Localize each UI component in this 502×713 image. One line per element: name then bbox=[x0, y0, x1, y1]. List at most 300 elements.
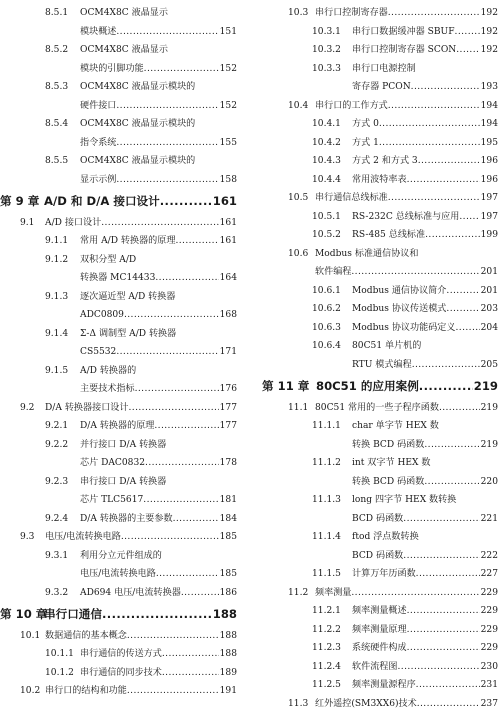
toc-entry[interactable] bbox=[0, 362, 237, 381]
toc-entry-number: 9.2.1 bbox=[45, 421, 69, 431]
toc-entry-title: AD694 电压/电流转换器 bbox=[80, 587, 181, 598]
toc-entry[interactable] bbox=[262, 510, 498, 529]
toc-page-number: 188 bbox=[219, 649, 237, 659]
toc-entry[interactable] bbox=[262, 226, 498, 245]
leader-dots bbox=[403, 547, 479, 566]
toc-page-number: 168 bbox=[219, 310, 237, 320]
toc-page-number: 178 bbox=[219, 458, 237, 468]
toc-entry-title: 80C51 常用的一些子程序函数 bbox=[315, 402, 439, 413]
toc-entry[interactable] bbox=[262, 189, 498, 208]
toc-entry-number: 11.2.2 bbox=[312, 624, 341, 635]
toc-page-number: 201 bbox=[480, 267, 498, 277]
toc-entry[interactable] bbox=[0, 97, 237, 116]
toc-entry[interactable] bbox=[262, 491, 498, 510]
toc-entry-number: 10.3 bbox=[288, 8, 309, 18]
toc-entry-title: ADC0809 bbox=[80, 310, 124, 320]
toc-page-number: 229 bbox=[480, 643, 498, 653]
leader-dots bbox=[181, 584, 219, 603]
toc-entry-number: 8.5.1 bbox=[45, 8, 69, 18]
toc-entry-title: 双积分型 A/D bbox=[80, 254, 137, 265]
toc-entry-number: 11.1 bbox=[288, 402, 309, 413]
toc-entry-title: 主要技术指标 bbox=[80, 384, 135, 394]
leader-dots bbox=[379, 115, 480, 134]
leader-dots bbox=[455, 23, 480, 42]
toc-page-number: 201 bbox=[480, 285, 498, 296]
toc-entry[interactable] bbox=[0, 269, 237, 288]
toc-page-number: 199 bbox=[480, 230, 498, 240]
toc-entry[interactable] bbox=[262, 78, 498, 97]
toc-entry[interactable] bbox=[262, 399, 498, 418]
toc-entry-title: 转换 BCD 码函数 bbox=[352, 439, 425, 450]
toc-entry[interactable] bbox=[262, 473, 498, 492]
toc-entry-title: 软件编程 bbox=[315, 267, 352, 277]
leader-dots bbox=[407, 639, 480, 658]
toc-page-number: 229 bbox=[480, 606, 498, 616]
toc-entry-title: OCM4X8C 液晶显示模块的 bbox=[80, 156, 196, 166]
toc-entry-title: 模块的引脚功能 bbox=[80, 63, 144, 74]
toc-page-number: 186 bbox=[219, 587, 237, 598]
toc-entry[interactable] bbox=[262, 152, 498, 171]
toc-entry-title: 串行口电源控制 bbox=[352, 63, 416, 74]
toc-entry-number: 11.3 bbox=[288, 698, 309, 709]
toc-entry-number: 第 11 章 bbox=[262, 379, 310, 393]
toc-entry-title: 串行口通信 bbox=[44, 607, 102, 621]
toc-entry[interactable] bbox=[0, 78, 237, 97]
toc-entry-number: 11.2.5 bbox=[312, 680, 341, 690]
toc-entry-title: Modbus 通信协议简介 bbox=[352, 285, 447, 296]
toc-page-number: 192 bbox=[480, 26, 498, 37]
toc-entry[interactable] bbox=[262, 621, 498, 640]
toc-entry[interactable] bbox=[0, 214, 237, 233]
toc-entry[interactable] bbox=[0, 306, 237, 325]
toc-entry-title: A/D 接口设计 bbox=[45, 217, 102, 228]
toc-entry-number: 第 9 章 bbox=[0, 194, 40, 208]
leader-dots bbox=[424, 436, 479, 455]
toc-entry-title: 频率测量概述 bbox=[352, 606, 407, 616]
toc-chapter-entry[interactable] bbox=[0, 189, 237, 214]
toc-page-number: 188 bbox=[212, 607, 237, 621]
toc-page-number: 229 bbox=[480, 624, 498, 635]
toc-entry[interactable] bbox=[262, 436, 498, 455]
toc-entry[interactable] bbox=[262, 23, 498, 42]
leader-dots bbox=[173, 510, 219, 529]
toc-entry[interactable] bbox=[262, 547, 498, 566]
toc-entry-title: 电压/电流转换电路 bbox=[80, 569, 156, 579]
leader-dots bbox=[388, 189, 480, 208]
toc-entry-title: 方式 1 bbox=[352, 137, 379, 148]
toc-page-number: 197 bbox=[480, 193, 498, 203]
toc-entry-number: 10.4.3 bbox=[312, 156, 341, 166]
toc-entry-title: A/D 和 D/A 接口设计 bbox=[44, 194, 160, 208]
toc-entry-number: 10.1.2 bbox=[45, 667, 74, 678]
toc-page-number: 158 bbox=[219, 174, 237, 185]
toc-entry[interactable] bbox=[262, 356, 498, 375]
toc-entry[interactable] bbox=[0, 288, 237, 307]
toc-page-number: 192 bbox=[480, 45, 498, 55]
leader-dots bbox=[175, 232, 218, 251]
toc-entry-number: 10.6 bbox=[288, 248, 309, 259]
leader-dots bbox=[144, 60, 219, 79]
toc-entry[interactable] bbox=[0, 41, 237, 60]
toc-page-number: 230 bbox=[480, 661, 498, 672]
toc-entry-number: 11.1.5 bbox=[312, 569, 341, 579]
toc-page-number: 161 bbox=[219, 217, 237, 228]
toc-entry-title: 80C51 单片机的 bbox=[352, 341, 422, 351]
toc-page-number: 237 bbox=[480, 698, 498, 709]
leader-dots bbox=[412, 356, 480, 375]
toc-page-number: 221 bbox=[480, 513, 498, 524]
toc-entry-title: 串行口的工作方式 bbox=[315, 100, 388, 111]
toc-entry[interactable] bbox=[0, 60, 237, 79]
toc-page-number: 177 bbox=[219, 402, 237, 413]
toc-entry-title: Modbus 协议传送模式 bbox=[352, 304, 447, 314]
toc-entry-number: 9.2.4 bbox=[45, 513, 69, 524]
toc-entry-number: 11.2 bbox=[288, 587, 309, 598]
toc-entry[interactable] bbox=[0, 473, 237, 492]
toc-entry[interactable] bbox=[0, 584, 237, 603]
toc-entry-number: 10.6.2 bbox=[312, 304, 341, 314]
toc-page-number: 177 bbox=[219, 421, 237, 431]
toc-entry-title: OCM4X8C 液晶显示 bbox=[80, 8, 168, 18]
toc-page-number: 205 bbox=[480, 359, 498, 370]
toc-page-number: 189 bbox=[219, 667, 237, 678]
leader-dots bbox=[439, 399, 480, 418]
toc-page-number: 194 bbox=[480, 119, 498, 129]
toc-entry-number: 11.1.2 bbox=[312, 458, 341, 468]
leader-dots bbox=[456, 319, 480, 338]
leader-dots bbox=[407, 621, 480, 640]
toc-entry[interactable] bbox=[262, 639, 498, 658]
leader-dots bbox=[419, 374, 473, 399]
toc-entry-number: 10.5 bbox=[288, 193, 309, 203]
toc-entry-title: int 双字节 HEX 数 bbox=[352, 458, 431, 468]
leader-dots bbox=[388, 97, 480, 116]
toc-entry[interactable] bbox=[0, 510, 237, 529]
toc-chapter-entry[interactable] bbox=[262, 374, 498, 399]
leader-dots bbox=[456, 41, 479, 60]
leader-dots bbox=[135, 380, 219, 399]
toc-entry-title: RS-485 总线标准 bbox=[352, 230, 426, 240]
toc-page-number: 219 bbox=[480, 402, 498, 413]
toc-entry-title: Modbus 协议功能码定义 bbox=[352, 322, 456, 333]
toc-page-number: 152 bbox=[219, 100, 237, 111]
toc-entry-number: 10.6.3 bbox=[312, 322, 341, 333]
toc-entry-title: 并行接口 D/A 转换器 bbox=[80, 439, 167, 450]
toc-entry-title: OCM4X8C 液晶显示 bbox=[80, 45, 168, 55]
toc-entry[interactable] bbox=[0, 417, 237, 436]
toc-page-number: 188 bbox=[219, 630, 237, 641]
toc-page-number: 197 bbox=[480, 211, 498, 222]
toc-entry-number: 8.5.5 bbox=[45, 156, 69, 166]
toc-entry[interactable] bbox=[0, 645, 237, 664]
leader-dots bbox=[459, 208, 479, 227]
toc-entry[interactable] bbox=[262, 171, 498, 190]
toc-entry-title: 软件流程图 bbox=[352, 661, 398, 672]
toc-entry[interactable] bbox=[262, 263, 498, 282]
toc-entry-title: 80C51 的应用案例 bbox=[316, 379, 419, 393]
toc-page-number: 229 bbox=[480, 587, 498, 598]
toc-page-number: 164 bbox=[219, 273, 237, 283]
leader-dots bbox=[128, 399, 218, 418]
toc-entry[interactable] bbox=[0, 454, 237, 473]
toc-entry-title: RTU 模式编程 bbox=[352, 359, 412, 370]
toc-entry-title: 利用分立元件组成的 bbox=[80, 550, 162, 561]
toc-entry-title: Modbus 标准通信协议和 bbox=[315, 248, 419, 259]
leader-dots bbox=[156, 565, 219, 584]
toc-page-number: 151 bbox=[219, 26, 237, 37]
toc-entry[interactable] bbox=[0, 528, 237, 547]
toc-entry[interactable] bbox=[262, 300, 498, 319]
leader-dots bbox=[127, 682, 219, 701]
toc-entry[interactable] bbox=[0, 134, 237, 153]
leader-dots bbox=[145, 454, 219, 473]
leader-dots bbox=[424, 473, 479, 492]
toc-entry-number: 10.1.1 bbox=[45, 649, 74, 659]
toc-entry[interactable] bbox=[262, 41, 498, 60]
toc-entry-number: 11.2.1 bbox=[312, 606, 341, 616]
toc-entry[interactable] bbox=[0, 232, 237, 251]
toc-entry[interactable] bbox=[0, 171, 237, 190]
toc-entry[interactable] bbox=[262, 4, 498, 23]
leader-dots bbox=[162, 645, 219, 664]
leader-dots bbox=[127, 627, 219, 646]
toc-page-number: 227 bbox=[480, 569, 498, 579]
leader-dots bbox=[403, 510, 479, 529]
toc-page-number: 219 bbox=[480, 439, 498, 450]
toc-entry[interactable] bbox=[0, 343, 237, 362]
leader-dots bbox=[155, 269, 218, 288]
leader-dots bbox=[101, 214, 218, 233]
leader-dots bbox=[407, 171, 480, 190]
toc-entry-title: OCM4X8C 液晶显示模块的 bbox=[80, 119, 196, 129]
toc-entry-number: 9.1.3 bbox=[45, 291, 69, 302]
toc-entry-number: 11.1.3 bbox=[312, 495, 341, 505]
toc-chapter-entry[interactable] bbox=[0, 602, 237, 627]
toc-entry[interactable] bbox=[0, 251, 237, 270]
leader-dots bbox=[102, 602, 212, 627]
toc-page-number: 176 bbox=[219, 384, 237, 394]
leader-dots bbox=[154, 417, 218, 436]
toc-entry-title: 频率测量原理 bbox=[352, 624, 407, 635]
toc-entry-number: 10.5.2 bbox=[312, 230, 341, 240]
toc-entry-number: 9.1.2 bbox=[45, 254, 69, 265]
toc-page-number: 181 bbox=[219, 495, 237, 505]
leader-dots bbox=[116, 97, 218, 116]
toc-entry-number: 10.6.1 bbox=[312, 285, 341, 296]
toc-entry-title: 指令系统 bbox=[80, 137, 117, 148]
toc-page-number: 193 bbox=[480, 82, 498, 92]
toc-entry-number: 11.1.1 bbox=[312, 421, 341, 431]
toc-entry[interactable] bbox=[262, 337, 498, 356]
leader-dots bbox=[416, 676, 480, 695]
toc-entry-title: 系统硬件构成 bbox=[352, 643, 407, 653]
toc-entry-title: 硬件接口 bbox=[80, 100, 117, 111]
toc-page-number: 194 bbox=[480, 100, 498, 111]
toc-entry-title: 频率测量 bbox=[315, 587, 352, 598]
toc-entry[interactable] bbox=[0, 325, 237, 344]
toc-page-number: 161 bbox=[212, 194, 237, 208]
toc-page-number: 152 bbox=[219, 63, 237, 74]
toc-entry-title: D/A 转换器的主要参数 bbox=[80, 513, 173, 524]
toc-entry-number: 9.2.2 bbox=[45, 439, 69, 450]
toc-entry-title: OCM4X8C 液晶显示模块的 bbox=[80, 82, 196, 92]
toc-entry-number: 10.3.1 bbox=[312, 26, 341, 37]
toc-entry-title: 计算万年历函数 bbox=[352, 569, 416, 579]
toc-page-number: 185 bbox=[219, 532, 237, 542]
leader-dots bbox=[160, 189, 212, 214]
toc-entry-title: 串行通信的同步技术 bbox=[80, 667, 162, 678]
leader-dots bbox=[446, 300, 479, 319]
toc-entry-title: CS5532 bbox=[80, 347, 117, 357]
toc-entry-title: char 单字节 HEX 数 bbox=[352, 421, 439, 431]
toc-page-number: 195 bbox=[480, 137, 498, 148]
leader-dots bbox=[407, 602, 480, 621]
toc-entry-number: 9.1.5 bbox=[45, 365, 69, 376]
toc-entry-title: 串行口控制寄存器 bbox=[315, 8, 388, 18]
leader-dots bbox=[425, 226, 480, 245]
toc-entry[interactable] bbox=[0, 436, 237, 455]
leader-dots bbox=[379, 134, 480, 153]
toc-entry[interactable] bbox=[262, 695, 498, 713]
toc-entry-title: 红外遥控(SM3XX6)技术 bbox=[315, 698, 417, 709]
toc-entry[interactable] bbox=[262, 282, 498, 301]
toc-page-number: 192 bbox=[480, 8, 498, 18]
toc-entry-number: 10.3.2 bbox=[312, 45, 341, 55]
toc-entry[interactable] bbox=[262, 528, 498, 547]
toc-entry[interactable] bbox=[262, 565, 498, 584]
toc-entry[interactable] bbox=[0, 664, 237, 683]
toc-entry-number: 9.1.4 bbox=[45, 328, 69, 339]
toc-entry-title: 常用 A/D 转换器的原理 bbox=[80, 236, 176, 246]
toc-entry-title: 串行口的结构和功能 bbox=[45, 686, 127, 696]
toc-entry-number: 10.1 bbox=[20, 630, 41, 641]
leader-dots bbox=[418, 152, 480, 171]
toc-page-number: 191 bbox=[219, 686, 237, 696]
toc-entry[interactable] bbox=[0, 565, 237, 584]
toc-entry-number: 11.2.3 bbox=[312, 643, 341, 653]
toc-entry-number: 8.5.4 bbox=[45, 119, 69, 129]
leader-dots bbox=[121, 528, 219, 547]
toc-page-number: 220 bbox=[480, 476, 498, 487]
toc-entry[interactable] bbox=[262, 676, 498, 695]
toc-entry-title: 转换器 MC14433 bbox=[80, 273, 156, 283]
toc-entry[interactable] bbox=[0, 491, 237, 510]
toc-entry-title: 方式 2 和方式 3 bbox=[352, 156, 418, 166]
toc-entry-number: 10.3.3 bbox=[312, 63, 341, 74]
toc-entry-number: 9.3.1 bbox=[45, 550, 69, 561]
toc-entry-number: 10.4 bbox=[288, 100, 309, 111]
toc-entry-number: 9.2.3 bbox=[45, 476, 69, 487]
toc-entry[interactable] bbox=[0, 4, 237, 23]
leader-dots bbox=[351, 263, 479, 282]
toc-entry[interactable] bbox=[262, 602, 498, 621]
toc-entry-number: 10.4.1 bbox=[312, 119, 341, 129]
toc-page-number: 203 bbox=[480, 304, 498, 314]
toc-entry[interactable] bbox=[262, 115, 498, 134]
toc-entry-number: 11.1.4 bbox=[312, 532, 341, 542]
toc-entry[interactable] bbox=[262, 134, 498, 153]
toc-entry-number: 9.3.2 bbox=[45, 587, 69, 598]
toc-entry-number: 9.1 bbox=[20, 217, 35, 228]
toc-entry-number: 8.5.3 bbox=[45, 82, 69, 92]
toc-page-number: 196 bbox=[480, 174, 498, 185]
toc-entry-title: long 四字节 HEX 数转换 bbox=[352, 495, 457, 505]
toc-entry-title: A/D 转换器的 bbox=[80, 365, 137, 376]
toc-entry[interactable] bbox=[0, 682, 237, 701]
leader-dots bbox=[116, 134, 218, 153]
toc-entry[interactable] bbox=[262, 584, 498, 603]
toc-entry-number: 10.2 bbox=[20, 686, 41, 696]
toc-left-column bbox=[0, 4, 237, 701]
toc-entry-title: 方式 0 bbox=[352, 119, 379, 129]
toc-entry-title: 串行通信总线标准 bbox=[315, 193, 388, 203]
toc-page-number: 219 bbox=[473, 379, 498, 393]
leader-dots bbox=[116, 343, 218, 362]
toc-entry-title: 模块概述 bbox=[80, 26, 117, 37]
toc-entry-number: 10.4.4 bbox=[312, 174, 341, 185]
toc-entry[interactable] bbox=[262, 97, 498, 116]
toc-entry[interactable] bbox=[0, 399, 237, 418]
leader-dots bbox=[416, 565, 480, 584]
toc-entry[interactable] bbox=[262, 245, 498, 264]
toc-entry-number: 8.5.2 bbox=[45, 45, 69, 55]
toc-entry-number: 11.2.4 bbox=[312, 661, 341, 672]
toc-entry[interactable] bbox=[0, 152, 237, 171]
toc-entry-title: 芯片 TLC5617 bbox=[80, 495, 144, 505]
leader-dots bbox=[417, 695, 480, 713]
leader-dots bbox=[411, 78, 480, 97]
leader-dots bbox=[124, 306, 219, 325]
toc-entry[interactable] bbox=[0, 547, 237, 566]
toc-entry[interactable] bbox=[0, 380, 237, 399]
toc-entry-title: 频率测量源程序 bbox=[352, 680, 416, 690]
toc-page-number: 204 bbox=[480, 322, 498, 333]
toc-entry-title: 寄存器 PCON bbox=[352, 82, 411, 92]
toc-entry[interactable] bbox=[0, 23, 237, 42]
leader-dots bbox=[388, 4, 480, 23]
toc-entry-number: 10.5.1 bbox=[312, 211, 341, 222]
toc-entry-title: 转换 BCD 码函数 bbox=[352, 476, 425, 487]
toc-entry-title: D/A 转换器的原理 bbox=[80, 421, 155, 431]
toc-entry-number: 9.3 bbox=[20, 532, 35, 542]
leader-dots bbox=[446, 282, 479, 301]
toc-page-number: 155 bbox=[219, 137, 237, 148]
toc-entry-title: 串行通信的传送方式 bbox=[80, 649, 162, 659]
toc-entry[interactable] bbox=[0, 115, 237, 134]
toc-page-number: 171 bbox=[219, 347, 237, 357]
toc-entry[interactable] bbox=[262, 60, 498, 79]
toc-entry[interactable] bbox=[262, 658, 498, 677]
toc-entry-title: BCD 码函数 bbox=[352, 550, 404, 561]
toc-entry-title: 串行口数据缓冲器 SBUF bbox=[352, 26, 455, 37]
toc-page-number: 196 bbox=[480, 156, 498, 166]
toc-right-column bbox=[262, 4, 498, 713]
leader-dots bbox=[397, 658, 479, 677]
leader-dots bbox=[116, 171, 218, 190]
toc-entry-number: 9.2 bbox=[20, 402, 35, 413]
toc-page-number: 184 bbox=[219, 513, 237, 524]
toc-entry[interactable] bbox=[262, 208, 498, 227]
toc-entry-number: 10.6.4 bbox=[312, 341, 341, 351]
toc-entry[interactable] bbox=[0, 627, 237, 646]
toc-page-number: 185 bbox=[219, 569, 237, 579]
toc-entry[interactable] bbox=[262, 319, 498, 338]
leader-dots bbox=[143, 491, 218, 510]
toc-entry[interactable] bbox=[262, 417, 498, 436]
toc-page-number: 222 bbox=[480, 550, 498, 561]
toc-entry[interactable] bbox=[262, 454, 498, 473]
toc-entry-title: Σ-Δ 调制型 A/D 转换器 bbox=[80, 328, 177, 339]
